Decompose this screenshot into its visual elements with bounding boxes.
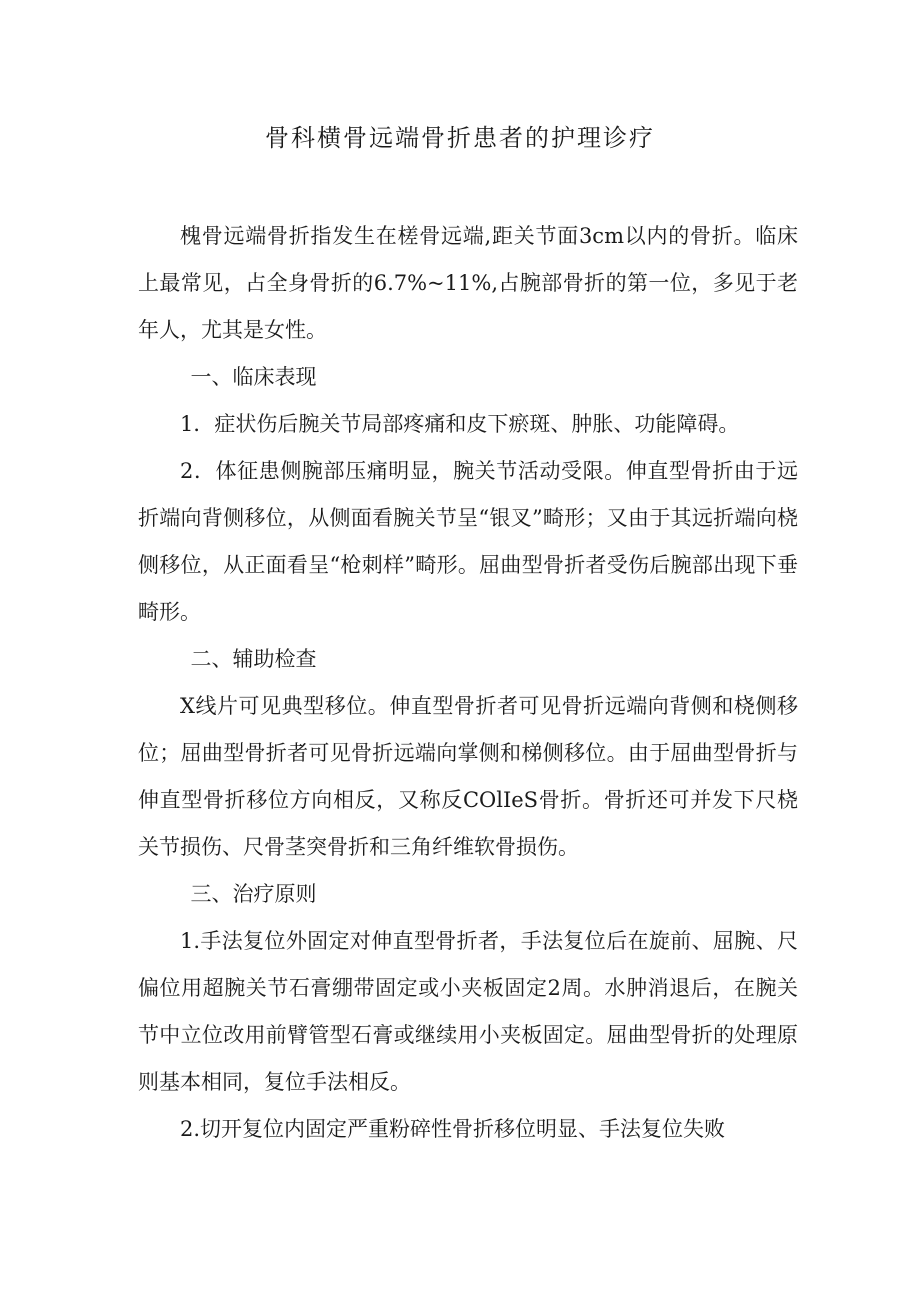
paragraph-xray: X线片可见典型移位。伸直型骨折者可见骨折远端向背侧和桡侧移位；屈曲型骨折者可见骨折远端向掌侧和梯侧移位。由于屈曲型骨折与伸直型骨折移位方向相反，又称反COlIeS骨折。骨折还可并发下尺桡关节损伤、尺骨茎突骨折和三角纤维软骨损伤。	[138, 694, 798, 859]
paragraph-open-reduction: 2.切开复位内固定严重粉碎性骨折移位明显、手法复位失败	[180, 1117, 726, 1141]
section-heading-treatment: 三、治疗原则	[190, 882, 317, 906]
paragraph-intro: 槐骨远端骨折指发生在槎骨远端,距关节面3cm以内的骨折。临床上最常见，占全身骨折的6.7%~11%,占腕部骨折的第一位，多见于老年人，尤其是女性。	[138, 224, 798, 342]
paragraph-signs: 2．体征患侧腕部压痛明显，腕关节活动受限。伸直型骨折由于远折端向背侧移位，从侧面看腕关节呈“银叉”畸形；又由于其远折端向桡侧移位，从正面看呈“枪刺样”畸形。屈曲型骨折者受伤后腕部出现下垂畸形。	[138, 459, 798, 624]
section-heading-exam: 二、辅助检查	[190, 647, 317, 671]
paragraph-manual-reduction: 1.手法复位外固定对伸直型骨折者，手法复位后在旋前、屈腕、尺偏位用超腕关节石膏绷带固定或小夹板固定2周。水肿消退后，在腕关节中立位改用前臂管型石膏或继续用小夹板固定。屈曲型骨折的处理原则基本相同，复位手法相反。	[138, 929, 798, 1094]
document-body	[138, 213, 798, 1153]
section-heading-clinical: 一、临床表现	[190, 365, 317, 389]
paragraph-symptoms: 1．症状伤后腕关节局部疼痛和皮下瘀斑、肿胀、功能障碍。	[180, 412, 740, 436]
document-title: 骨科横骨远端骨折患者的护理诊疗	[265, 124, 655, 152]
